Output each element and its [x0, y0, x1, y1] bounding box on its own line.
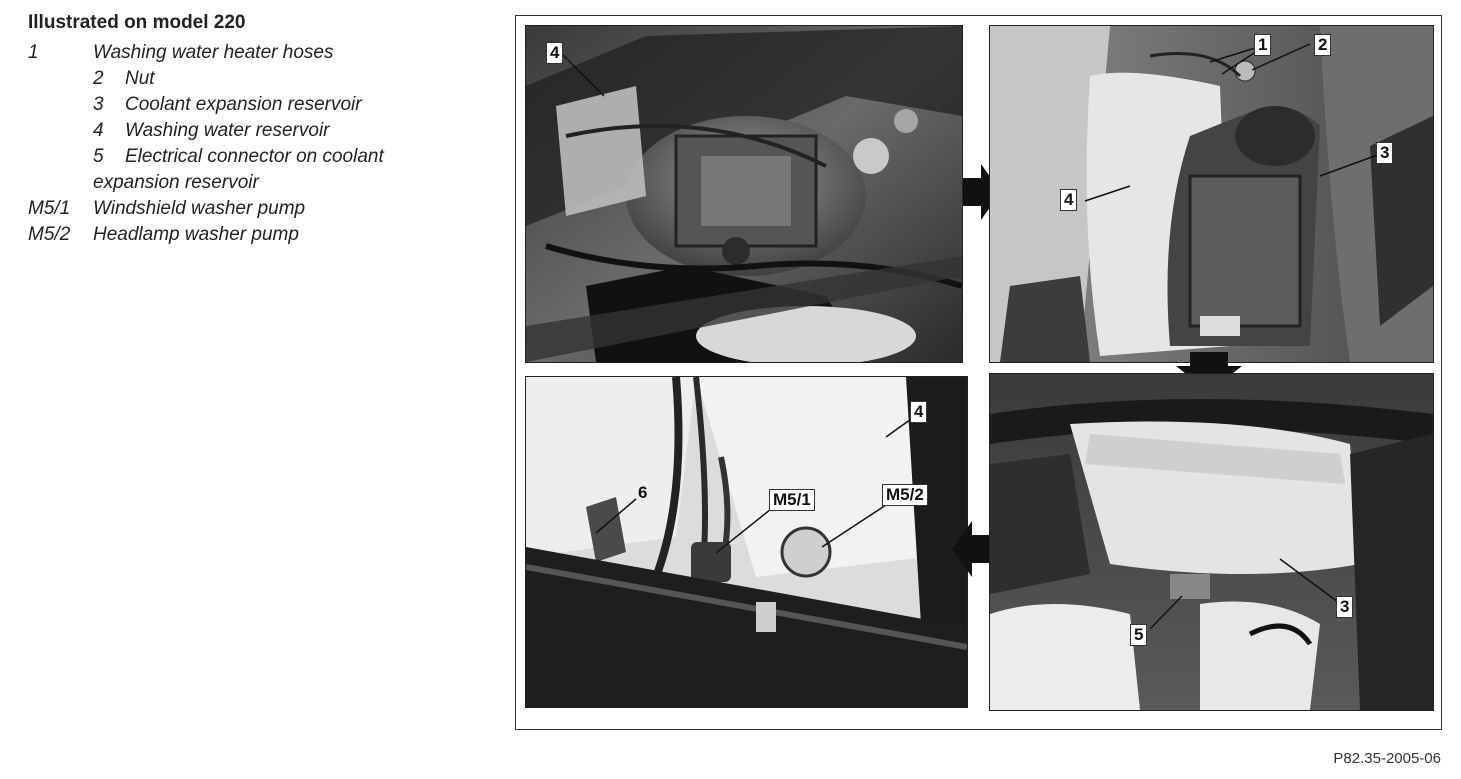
legend [28, 12, 488, 248]
legend-text: Washing water reservoir [125, 120, 330, 141]
legend-key: M5/2 [28, 224, 71, 245]
callout-label: 4 [1060, 189, 1077, 211]
reservoirs-photo [990, 26, 1433, 362]
callout-label: 4 [910, 401, 927, 423]
legend-text: Headlamp washer pump [93, 224, 299, 245]
legend-key: 3 [93, 94, 104, 115]
photo-panel-coolant-reservoir [989, 373, 1434, 711]
arrow-left-icon [952, 521, 992, 577]
callout-label: 4 [546, 42, 563, 64]
callout-label: M5/1 [769, 489, 815, 511]
legend-item-m5-1 [28, 196, 488, 222]
legend-text: Nut [125, 68, 155, 89]
photo-panel-washer-pumps [525, 376, 968, 708]
legend-item-5 [28, 144, 488, 170]
callout-label: 2 [1314, 34, 1331, 56]
legend-text: expansion reservoir [93, 172, 259, 193]
legend-text: Washing water heater hoses [93, 42, 334, 63]
legend-item-3 [28, 92, 488, 118]
figure-frame [515, 15, 1442, 730]
legend-key: 2 [93, 68, 104, 89]
legend-key: 1 [28, 42, 39, 63]
legend-title: Illustrated on model 220 [28, 12, 246, 33]
legend-item-m5-2 [28, 222, 488, 248]
legend-text: Coolant expansion reservoir [125, 94, 362, 115]
callout-label: 6 [638, 483, 648, 502]
legend-key: 5 [93, 146, 104, 167]
photo-panel-engine-bay [525, 25, 963, 363]
figure-code: P82.35-2005-06 [1333, 750, 1441, 767]
legend-key: M5/1 [28, 198, 71, 219]
callout-label: 3 [1336, 596, 1353, 618]
legend-item-5-continued [28, 170, 488, 196]
legend-text: Electrical connector on coolant [125, 146, 384, 167]
legend-item-1 [28, 40, 488, 66]
legend-item-4 [28, 118, 488, 144]
callout-label: 3 [1376, 142, 1393, 164]
callout-label: 1 [1254, 34, 1271, 56]
legend-item-2 [28, 66, 488, 92]
engine-bay-photo [526, 26, 962, 362]
photo-panel-reservoirs [989, 25, 1434, 363]
washer-pumps-photo [526, 377, 967, 707]
callout-label: 5 [1130, 624, 1147, 646]
legend-text: Windshield washer pump [93, 198, 306, 219]
coolant-reservoir-photo [990, 374, 1433, 710]
legend-key: 4 [93, 120, 104, 141]
callout-label: M5/2 [882, 484, 928, 506]
